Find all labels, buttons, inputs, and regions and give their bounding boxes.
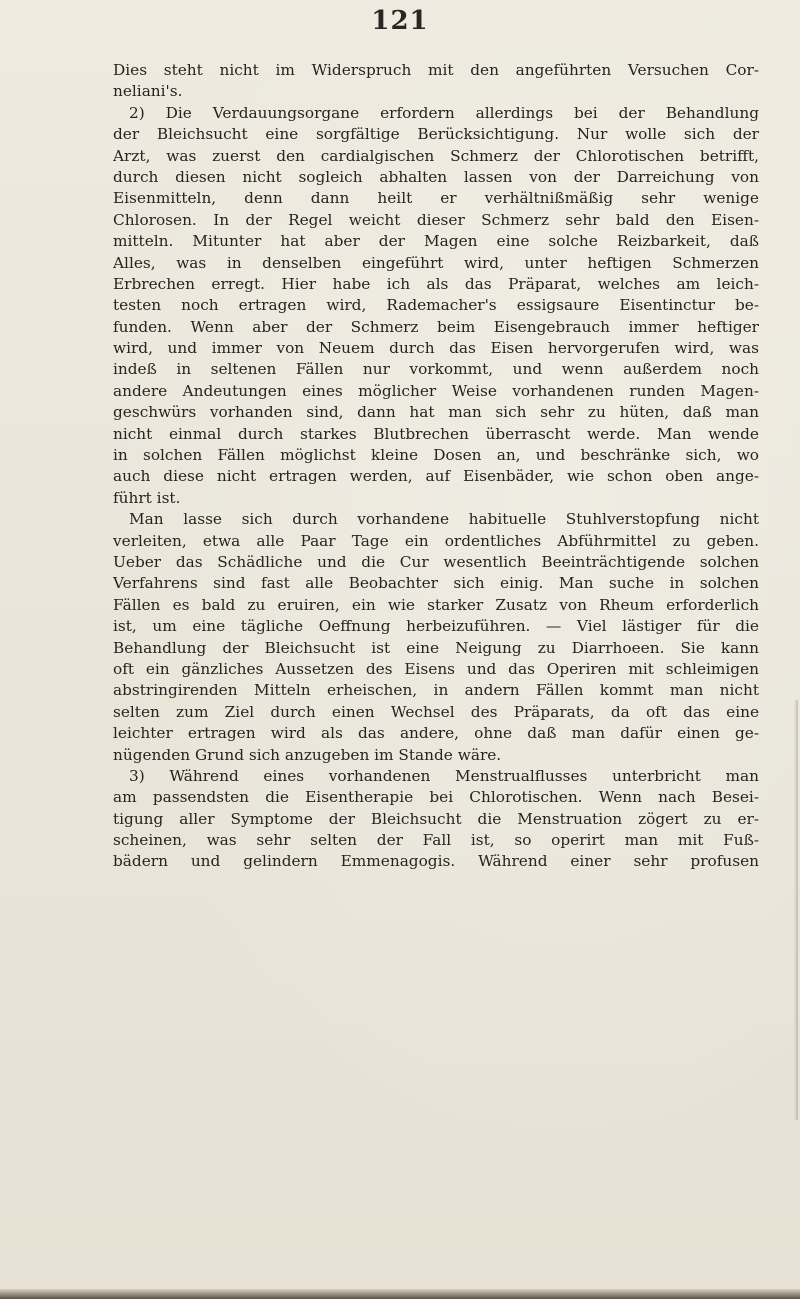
text-line: Erbrechen erregt. Hier habe ich als das Präparat, welches am leich- bbox=[113, 274, 759, 293]
text-line: Fällen es bald zu eruiren, ein wie starker Zusatz von Rheum erforderlich bbox=[113, 595, 759, 614]
text-line: in solchen Fällen möglichst kleine Dosen an, und beschränke sich, wo bbox=[113, 446, 759, 465]
body-text bbox=[113, 60, 759, 873]
page-number: 121 bbox=[371, 6, 429, 36]
text-line: Alles, was in denselben eingeführt wird, unter heftigen Schmerzen bbox=[113, 253, 759, 272]
text-line: 3) Während eines vorhandenen Menstrualflusses unterbricht man bbox=[129, 766, 759, 785]
text-line: neliani's. bbox=[113, 82, 183, 101]
text-line: 2) Die Verdauungsorgane erfordern allerdings bei der Behandlung bbox=[129, 103, 759, 122]
text-line: Dies steht nicht im Widerspruch mit den angeführten Versuchen Cor- bbox=[113, 61, 759, 79]
text-line: Behandlung der Bleichsucht ist eine Neigung zu Diarrhoeen. Sie kann bbox=[113, 638, 759, 657]
text-line: testen noch ertragen wird, Rademacher's essigsaure Eisentinctur be- bbox=[113, 296, 759, 315]
text-line: andere Andeutungen eines möglicher Weise vorhandenen runden Magen- bbox=[113, 381, 759, 400]
text-line: geschwürs vorhanden sind, dann hat man sich sehr zu hüten, daß man bbox=[113, 403, 759, 422]
text-line: mitteln. Mitunter hat aber der Magen eine solche Reizbarkeit, daß bbox=[113, 232, 759, 251]
text-line: Ueber das Schädliche und die Cur wesentlich Beeinträchtigende solchen bbox=[113, 552, 759, 571]
text-line: wird, und immer von Neuem durch das Eisen hervorgerufen wird, was bbox=[113, 339, 759, 358]
text-line: Chlorosen. In der Regel weicht dieser Schmerz sehr bald den Eisen- bbox=[113, 210, 759, 229]
text-line: Arzt, was zuerst den cardialgischen Schmerz der Chlorotischen betrifft, bbox=[113, 146, 759, 165]
text-line: indeß in seltenen Fällen nur vorkommt, und wenn außerdem noch bbox=[113, 360, 759, 379]
text-line: tigung aller Symptome der Bleichsucht die Menstruation zögert zu er- bbox=[113, 809, 759, 828]
text-line: abstringirenden Mitteln erheischen, in andern Fällen kommt man nicht bbox=[113, 681, 759, 700]
text-line: nicht einmal durch starkes Blutbrechen überrascht werde. Man wende bbox=[113, 424, 759, 443]
text-line: auch diese nicht ertragen werden, auf Eisenbäder, wie schon oben ange- bbox=[113, 467, 759, 486]
text-line: führt ist. bbox=[113, 488, 181, 507]
page-bottom-border bbox=[0, 1289, 800, 1299]
text-line: nügenden Grund sich anzugeben im Stande wäre. bbox=[113, 745, 502, 764]
text-line: Verfahrens sind fast alle Beobachter sich einig. Man suche in solchen bbox=[113, 574, 759, 593]
text-line: selten zum Ziel durch einen Wechsel des Präparats, da oft das eine bbox=[113, 702, 759, 721]
text-line: verleiten, etwa alle Paar Tage ein ordentliches Abführmittel zu geben. bbox=[113, 531, 759, 550]
text-line: scheinen, was sehr selten der Fall ist, so operirt man mit Fuß- bbox=[113, 831, 759, 850]
text-line: Man lasse sich durch vorhandene habituelle Stuhlverstopfung nicht bbox=[129, 510, 759, 529]
page-edge-shadow bbox=[794, 700, 798, 1120]
text-line: oft ein gänzliches Aussetzen des Eisens und das Operiren mit schleimigen bbox=[113, 659, 759, 678]
text-line: Eisenmitteln, denn dann heilt er verhältnißmäßig sehr wenige bbox=[113, 189, 759, 208]
text-line: bädern und gelindern Emmenagogis. Während einer sehr profusen bbox=[113, 852, 759, 871]
text-line: ist, um eine tägliche Oeffnung herbeizuführen. — Viel lästiger für die bbox=[113, 617, 759, 636]
text-line: am passendsten die Eisentherapie bei Chlorotischen. Wenn nach Besei- bbox=[113, 788, 759, 807]
text-line: funden. Wenn aber der Schmerz beim Eisengebrauch immer heftiger bbox=[113, 317, 759, 336]
text-line: leichter ertragen wird als das andere, ohne daß man dafür einen ge- bbox=[113, 724, 759, 743]
text-line: durch diesen nicht sogleich abhalten lassen von der Darreichung von bbox=[113, 167, 759, 186]
text-line: der Bleichsucht eine sorgfältige Berücksichtigung. Nur wolle sich der bbox=[113, 125, 759, 144]
